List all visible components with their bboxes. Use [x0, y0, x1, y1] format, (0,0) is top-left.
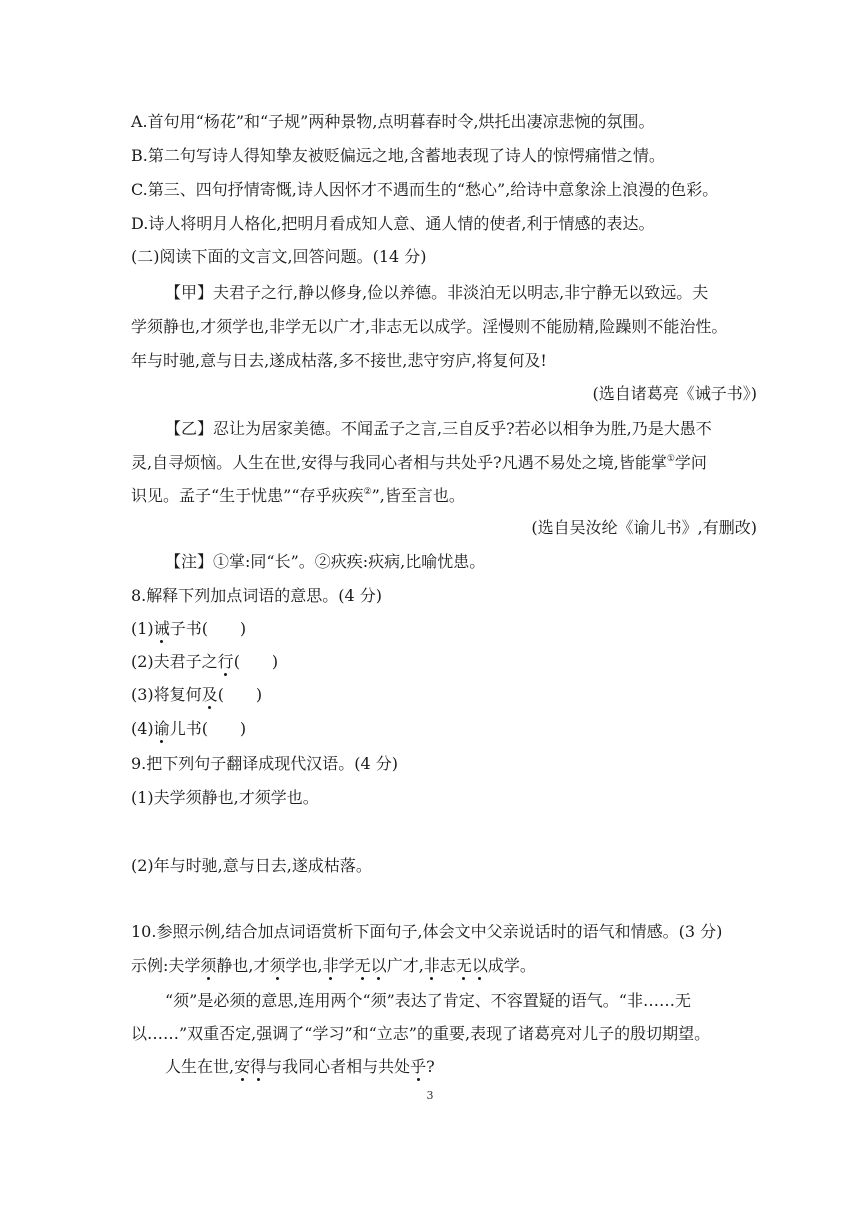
emphasis-dot-char: 行 [217, 652, 234, 671]
q8-item-4: (4)谕儿书( ) [131, 719, 247, 738]
q9-sentence-2: (2)年与时驰,意与日去,遂成枯落。 [131, 856, 372, 875]
q10-analysis-line-2: 以……”双重否定,强调了“学习”和“立志”的重要,表现了诸葛亮对儿子的殷切期望。 [131, 1024, 711, 1043]
option-d: D.诗人将明月人格化,把明月看成知人意、通人情的使者,利于情感的表达。 [131, 214, 655, 233]
q9-sentence-1: (1)夫学须静也,才须学也。 [131, 788, 319, 807]
q8-item-1: (1)诫子书( ) [131, 619, 247, 638]
page-number: 3 [426, 1089, 434, 1102]
footnote-ref-1: ① [666, 454, 675, 464]
passage-yi-source: (选自吴汝纶《谕儿书》,有删改) [531, 518, 757, 537]
passage-yi-line-2: 灵,自寻烦恼。人生在世,安得与我同心者相与共处乎?凡遇不易处之境,皆能掌①学问 [131, 453, 707, 472]
passage-yi-line-3: 识见。孟子“生于忧患”“存乎疢疾②”,皆至言也。 [131, 486, 465, 505]
footnote-ref-2: ② [363, 487, 372, 497]
annotation-note: 【注】①掌:同“长”。②疢疾:疢病,比喻忧患。 [165, 552, 486, 571]
section-heading: (二)阅读下面的文言文,回答问题。(14 分) [131, 247, 427, 266]
passage-jia-line-2: 学须静也,才须学也,非学无以广才,非志无以成学。淫慢则不能励精,险躁则不能治性。 [131, 317, 728, 336]
emphasis-dot-char: 谕 [153, 719, 170, 738]
passage-jia-source: (选自诸葛亮《诫子书》) [592, 384, 757, 403]
emphasis-dot-char: 及 [201, 685, 218, 704]
q10-example: 示例:夫学须静也,才须学也,非学无以广才,非志无以成学。 [131, 956, 536, 975]
passage-yi-line-1: 【乙】忍让为居家美德。不闻孟子之言,三自反乎?若必以相争为胜,乃是大愚不 [165, 419, 712, 438]
q8-item-2: (2)夫君子之行( ) [131, 652, 279, 671]
q8-item-3: (3)将复何及( ) [131, 685, 263, 704]
q8-title: 8.解释下列加点词语的意思。(4 分) [131, 586, 383, 605]
passage-jia-line-1: 【甲】夫君子之行,静以修身,俭以养德。非淡泊无以明志,非宁静无以致远。夫 [165, 283, 709, 302]
option-a: A.首句用“杨花”和“子规”两种景物,点明暮春时令,烘托出凄凉悲惋的氛围。 [131, 112, 655, 131]
emphasis-dot-char: 诫 [153, 619, 170, 638]
q10-title: 10.参照示例,结合加点词语赏析下面句子,体会文中父亲说话时的语气和情感。(3 分) [131, 922, 723, 941]
q10-sentence: 人生在世,安得与我同心者相与共处乎? [165, 1057, 435, 1076]
option-c: C.第三、四句抒情寄慨,诗人因怀才不遇而生的“愁心”,给诗中意象涂上浪漫的色彩。 [131, 180, 719, 199]
q9-title: 9.把下列句子翻译成现代汉语。(4 分) [131, 754, 399, 773]
option-b: B.第二句写诗人得知挚友被贬偏远之地,含蓄地表现了诗人的惊愕痛惜之情。 [131, 146, 665, 165]
passage-jia-line-3: 年与时驰,意与日去,遂成枯落,多不接世,悲守穷庐,将复何及! [131, 351, 547, 370]
q10-analysis-line-1: “须”是必须的意思,连用两个“须”表达了肯定、不容置疑的语气。“非……无 [165, 991, 691, 1010]
